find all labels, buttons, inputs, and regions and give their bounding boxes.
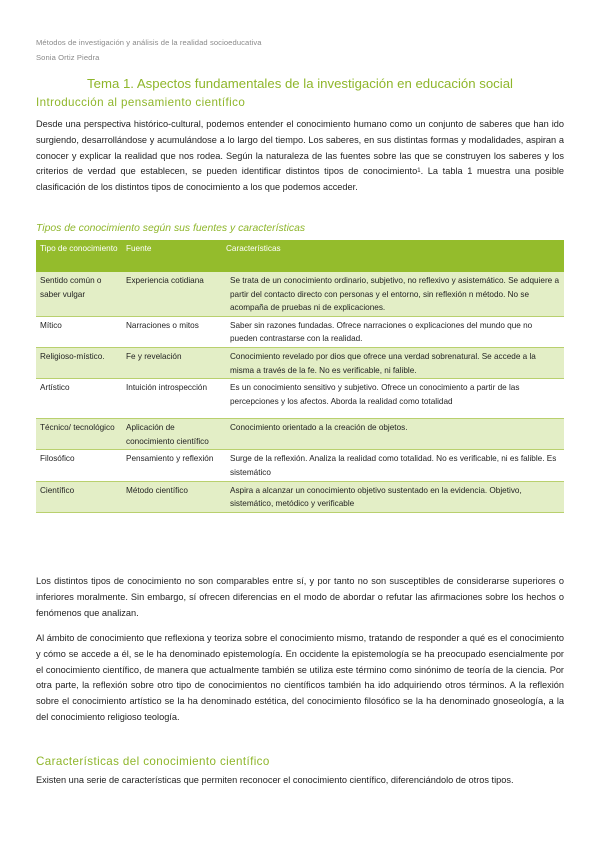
table-row	[36, 419, 564, 450]
cell-caracteristicas: Surge de la reflexión. Analiza la realidad como totalidad. No es verificable, ni es falible. Es sistemático	[222, 450, 564, 481]
header-course: Métodos de investigación y análisis de la realidad socioeducativa	[36, 38, 262, 47]
cell-tipo: Mítico	[36, 316, 122, 347]
table-header-row	[36, 240, 564, 272]
table-row	[36, 481, 564, 512]
cell-fuente: Pensamiento y reflexión	[122, 450, 222, 481]
table-row	[36, 379, 564, 419]
cell-fuente: Intuición introspección	[122, 379, 222, 419]
table-row	[36, 272, 564, 316]
intro-paragraph-text: Desde una perspectiva histórico-cultural, podemos entender el conocimiento humano como un conjunto de saberes que han ido surgiendo, desarrollándose y acumulándose a lo largo del tiempo. Los saberes, en sus distintas formas y modalidades, aspiran a conocer y explicar la realidad que nos rodea. Según la naturaleza de las fuentes sobre las que se construyen los saberes y los criterios de verdad que establecen, se pueden identificar distintos tipos de conocimiento	[36, 119, 564, 177]
table-row	[36, 450, 564, 481]
section-heading-scientific: Características del conocimiento científico	[36, 755, 270, 768]
page-title: Tema 1. Aspectos fundamentales de la investigación en educación social	[87, 76, 513, 91]
footnote-mark: 1	[417, 168, 421, 175]
cell-fuente: Experiencia cotidiana	[122, 272, 222, 316]
cell-tipo: Sentido común o saber vulgar	[36, 272, 122, 316]
cell-fuente: Aplicación de conocimiento científico	[122, 419, 222, 450]
cell-tipo: Artístico	[36, 379, 122, 419]
cell-tipo: Filosófico	[36, 450, 122, 481]
cell-tipo: Científico	[36, 481, 122, 512]
cell-caracteristicas: Conocimiento revelado por dios que ofrece una verdad sobrenatural. Se accede a la misma a través de la fe. No es verificable, ni falible.	[222, 347, 564, 378]
cell-caracteristicas: Se trata de un conocimiento ordinario, subjetivo, no reflexivo y asistemático. Se adquiere a partir del contacto directo con personas y el entorno, sin reflexión n método. No se acompaña de pruebas ni de explicaciones.	[222, 272, 564, 316]
intro-paragraph-end: . La tabla 1 muestra una posible clasificación de los distintos tipos de conocimiento a los que podemos acceder.	[36, 166, 564, 193]
header-caracteristicas: Características	[222, 240, 564, 272]
cell-fuente: Narraciones o mitos	[122, 316, 222, 347]
cell-caracteristicas: Aspira a alcanzar un conocimiento objetivo sustentado en la evidencia. Objetivo, sistemático, metódico y verificable	[222, 481, 564, 512]
table-row	[36, 316, 564, 347]
paragraph-comparison: Los distintos tipos de conocimiento no son comparables entre sí, y por tanto no son susceptibles de considerarse superiores o inferiores moralmente. Sin embargo, sí ofrecen diferencias en el modo de abordar o refutar las afirmaciones sobre los hechos o fenómenos que analizan.	[36, 576, 564, 618]
cell-caracteristicas: Conocimiento orientado a la creación de objetos.	[222, 419, 564, 450]
header-author: Sonia Ortiz Piedra	[36, 53, 100, 62]
section-heading-intro: Introducción al pensamiento científico	[36, 96, 246, 109]
cell-fuente: Método científico	[122, 481, 222, 512]
table-row	[36, 347, 564, 378]
knowledge-types-table	[36, 240, 564, 513]
cell-caracteristicas: Es un conocimiento sensitivo y subjetivo. Ofrece un conocimiento a partir de las percepciones y los afectos. Aborda la realidad como totalidad	[222, 379, 564, 419]
table-caption: Tipos de conocimiento según sus fuentes y características	[36, 223, 306, 234]
intro-paragraph	[36, 117, 564, 196]
paragraph-scientific-intro: Existen una serie de características que permiten reconocer el conocimiento científico, diferenciándolo de otros tipos.	[36, 775, 514, 785]
cell-fuente: Fe y revelación	[122, 347, 222, 378]
cell-tipo: Religioso-místico.	[36, 347, 122, 378]
header-tipo: Tipo de conocimiento	[36, 240, 122, 272]
paragraph-epistemology: Al ámbito de conocimiento que reflexiona y teoriza sobre el conocimiento mismo, tratando de responder a qué es el conocimiento y cómo se accede a él, se le ha denominado epistemología. En occidente la epistemología se ha preocupado esencialmente por el conocimiento científico, de manera que actualmente también se utiliza este término como sinónimo de teoría de la ciencia. Por otra parte, la reflexión sobre otro tipo de conocimientos no científicos también ha ido adquiriendo otros términos. A la reflexión sobre el conocimiento artístico se la ha denominado estética, del conocimiento filosófico se la ha denominado gnoseología, a la del conocimiento religioso teología.	[36, 633, 564, 722]
cell-caracteristicas: Saber sin razones fundadas. Ofrece narraciones o explicaciones del mundo que no pueden contrastarse con la realidad.	[222, 316, 564, 347]
cell-tipo: Técnico/ tecnológico	[36, 419, 122, 450]
header-fuente: Fuente	[122, 240, 222, 272]
